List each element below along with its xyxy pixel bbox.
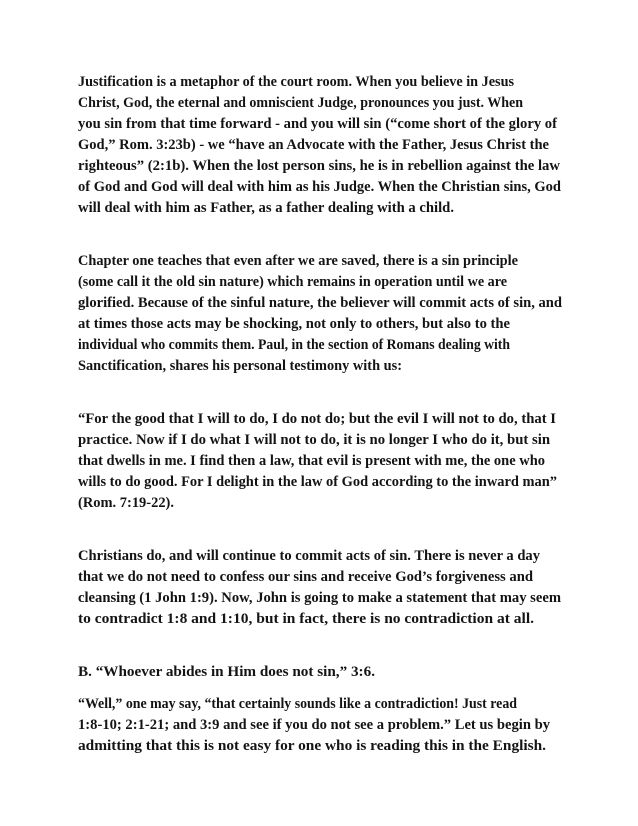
paragraph-1-line-1: Justification is a metaphor of the court room. When you believe in Jesus xyxy=(78,74,514,90)
paragraph-3-line-4: wills to do good. For I delight in the law of God according to the inward man” xyxy=(78,474,557,490)
paragraph-4-line-3: cleansing (1 John 1:9). Now, John is going to make a statement that may seem xyxy=(78,590,561,606)
paragraph-4-line-1: Christians do, and will continue to commit acts of sin. There is never a day xyxy=(78,548,540,564)
paragraph-4-line-2: that we do not need to confess our sins and receive God’s forgiveness and xyxy=(78,569,533,585)
paragraph-3-line-2: practice. Now if I do what I will not to do, it is no longer I who do it, but sin xyxy=(78,432,550,448)
paragraph-1-line-5: righteous” (2:1b). When the lost person sins, he is in rebellion against the law xyxy=(78,158,560,174)
paragraph-2-line-5: individual who commits them. Paul, in the section of Romans dealing with xyxy=(78,337,510,353)
paragraph-1-line-3: you sin from that time forward - and you will sin (“come short of the glory of xyxy=(78,116,557,132)
paragraph-2-line-6: Sanctification, shares his personal testimony with us: xyxy=(78,358,402,374)
paragraph-1-line-4: God,” Rom. 3:23b) - we “have an Advocate with the Father, Jesus Christ the xyxy=(78,137,549,153)
paragraph-2-line-1: Chapter one teaches that even after we are saved, there is a sin principle xyxy=(78,253,518,269)
paragraph-6-line-3: admitting that this is not easy for one who is reading this in the English. xyxy=(78,738,546,754)
paragraph-6-line-2: 1:8-10; 2:1-21; and 3:9 and see if you do not see a problem.” Let us begin by xyxy=(78,717,550,733)
paragraph-2-line-4: at times those acts may be shocking, not only to others, but also to the xyxy=(78,316,510,332)
paragraph-4-line-4: to contradict 1:8 and 1:10, but in fact, there is no contradiction at all. xyxy=(78,611,534,627)
paragraph-2-line-3: glorified. Because of the sinful nature, the believer will commit acts of sin, and xyxy=(78,295,562,311)
paragraph-1-line-6: of God and God will deal with him as his Judge. When the Christian sins, God xyxy=(78,179,561,195)
paragraph-1-line-2: Christ, God, the eternal and omniscient Judge, pronounces you just. When xyxy=(78,95,523,111)
paragraph-1-line-7: will deal with him as Father, as a father dealing with a child. xyxy=(78,200,454,216)
paragraph-3-line-5: (Rom. 7:19-22). xyxy=(78,495,174,511)
paragraph-3-line-3: that dwells in me. I find then a law, that evil is present with me, the one who xyxy=(78,453,545,469)
paragraph-3-line-1: “For the good that I will to do, I do not do; but the evil I will not to do, that I xyxy=(78,411,556,427)
paragraph-2-line-2: (some call it the old sin nature) which remains in operation until we are xyxy=(78,274,507,290)
section-heading: B. “Whoever abides in Him does not sin,” 3:6. xyxy=(78,664,375,680)
paragraph-6-line-1: “Well,” one may say, “that certainly sounds like a contradiction! Just read xyxy=(78,696,517,712)
